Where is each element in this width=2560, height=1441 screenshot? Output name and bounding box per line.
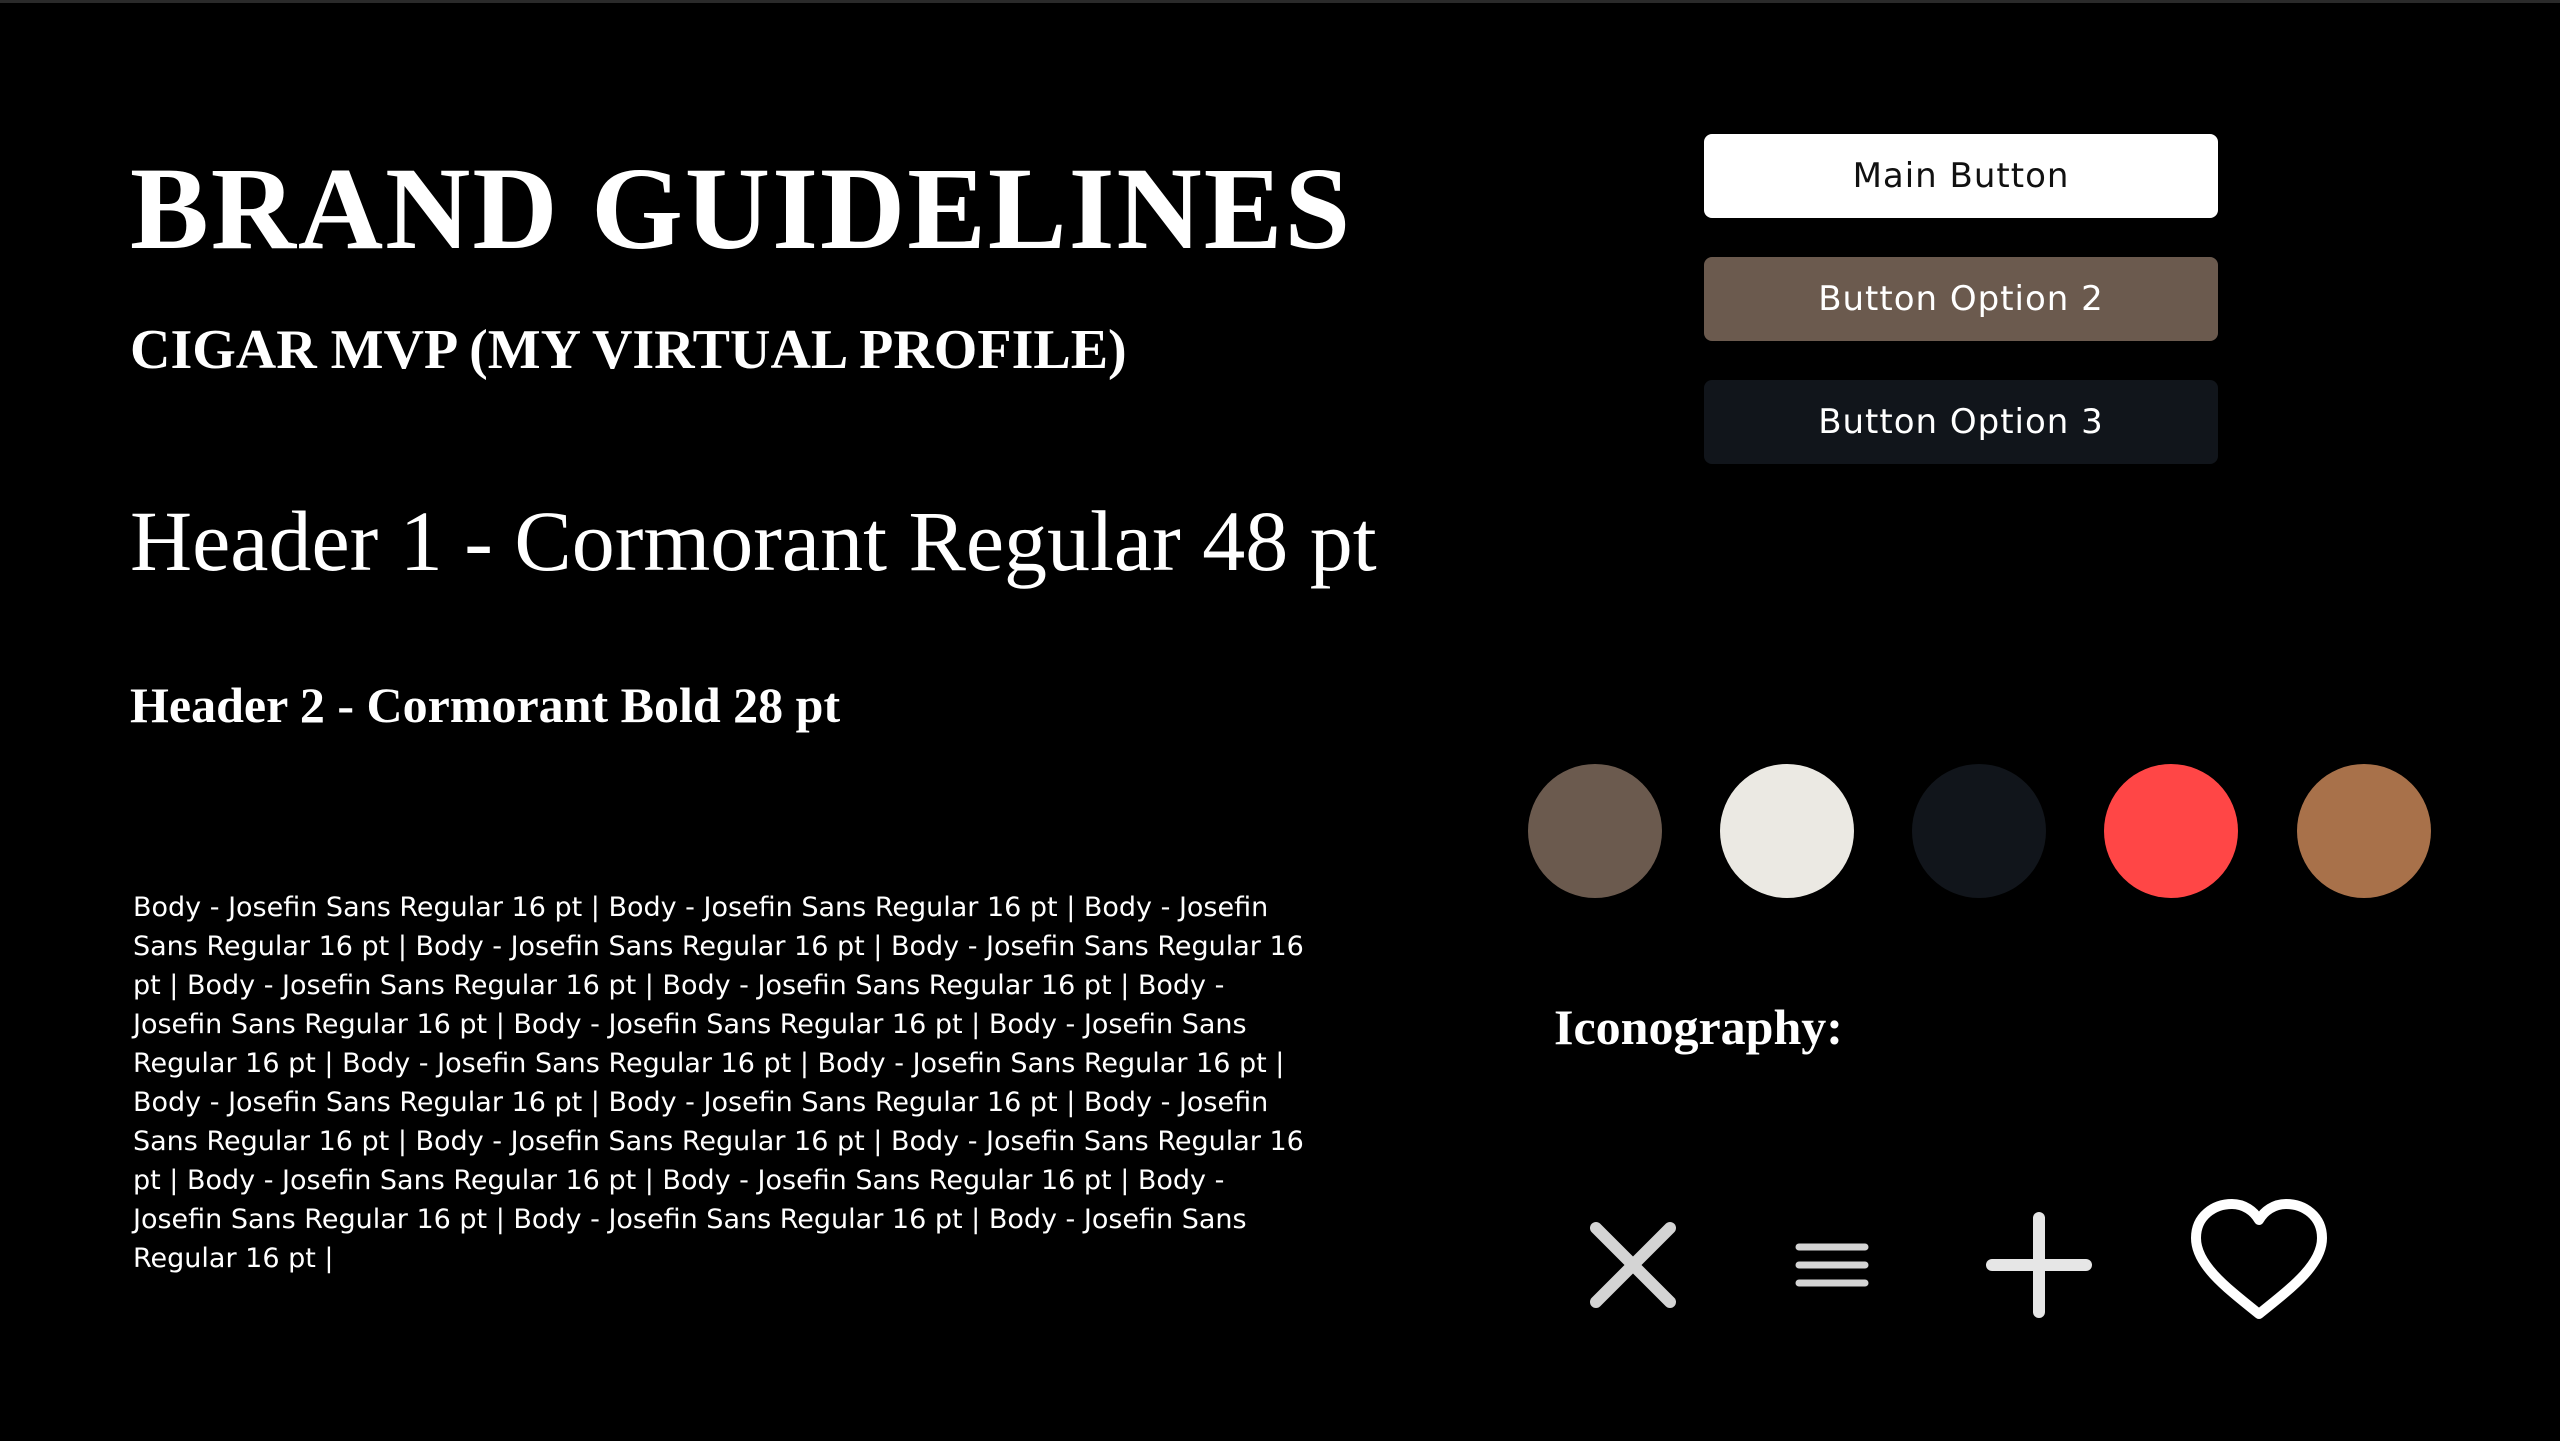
color-swatch-red [2104,764,2238,898]
heart-icon [2184,1190,2334,1340]
color-swatch-cream [1720,764,1854,898]
header1-sample: Header 1 - Cormorant Regular 48 pt [130,493,1377,589]
button-option-3[interactable]: Button Option 3 [1704,380,2218,464]
page-subtitle: CIGAR MVP (MY VIRTUAL PROFILE) [130,319,1127,381]
color-swatch-copper [2297,764,2431,898]
button-option-2[interactable]: Button Option 2 [1704,257,2218,341]
main-button[interactable]: Main Button [1704,134,2218,218]
header2-sample: Header 2 - Cormorant Bold 28 pt [130,677,841,733]
page-title: BRAND GUIDELINES [130,143,1353,274]
menu-icon [1757,1190,1907,1340]
close-icon [1558,1190,1708,1340]
top-border [0,0,2560,3]
plus-icon [1964,1190,2114,1340]
body-sample: Body - Josefin Sans Regular 16 pt | Body - Josefin Sans Regular 16 pt | Body - Josefin Sans Regular 16 pt | Body - Josefin Sans Regular 16 pt | Body - Josefin Sans Regular 16 pt | Body - Josefin Sans Regular 16 pt | Body - Josefin Sans Regular 16 pt | Body - Josefin Sans Regular 16 pt | Body - Josefin Sans Regular 16 pt | Body - Josefin Sans Regular 16 pt | Body - Josefin Sans Regular 16 pt | Body - Josefin Sans Regular 16 pt | Body - Josefin Sans Regular 16 pt | Body - Josefin Sans Regular 16 pt | Body - Josefin Sans Regular 16 pt | Body - Josefin Sans Regular 16 pt | Body - Josefin Sans Regular 16 pt | Body - Josefin Sans Regular 16 pt | Body - Josefin Sans Regular 16 pt | Body - Josefin Sans Regular 16 pt | Body - Josefin Sans Regular 16 pt | Body - Josefin Sans Regular 16 pt | [133,892,1304,1274]
color-swatch-dark [1912,764,2046,898]
iconography-heading: Iconography: [1554,999,1843,1055]
color-swatch-brown [1528,764,1662,898]
